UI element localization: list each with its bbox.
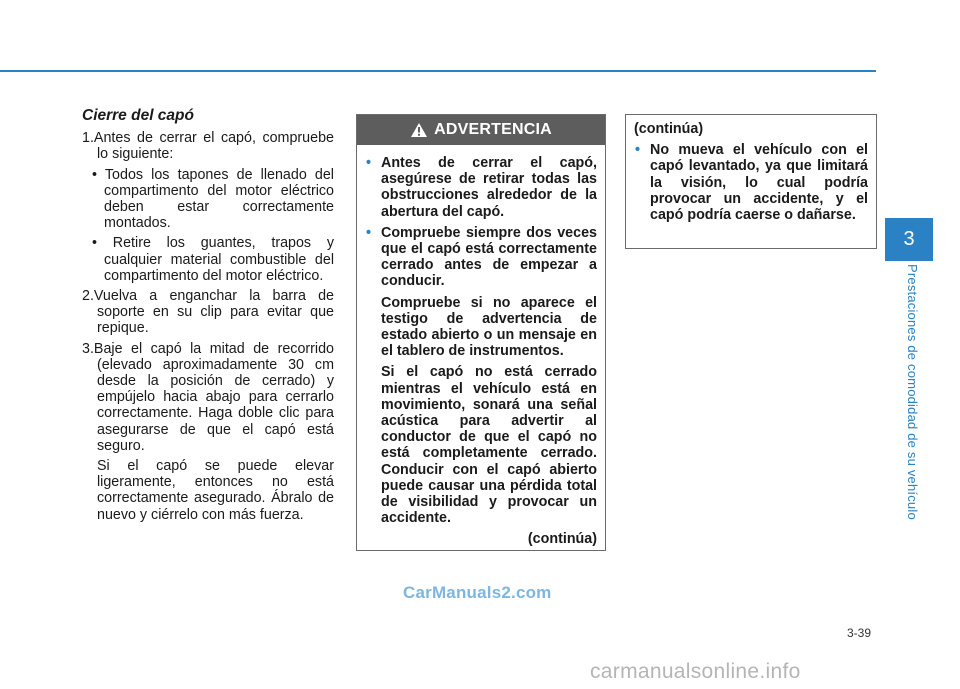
- warning-body: [357, 145, 605, 548]
- warning-item-text: Compruebe siempre dos veces que el capó está correctamente cerrado antes de empezar a conducir.: [381, 224, 597, 290]
- warning-triangle-icon: [410, 122, 428, 138]
- top-rule: [0, 70, 876, 72]
- chapter-title: Prestaciones de comodidad de su vehículo: [905, 264, 920, 520]
- warning-paragraph: Compruebe si no aparece el testigo de advertencia de estado abierto o un mensaje en el tablero de instrumentos.: [381, 294, 597, 360]
- bullet-item: • Retire los guantes, trapos y cualquier material combustible del compartimento del motor eléctrico.: [92, 235, 334, 284]
- continued-label: (continúa): [527, 531, 597, 548]
- step-1: 1.Antes de cerrar el capó, compruebe lo siguiente:: [82, 130, 334, 163]
- warning-header-label: ADVERTENCIA: [434, 121, 552, 138]
- watermark-text: carmanualsonline.info: [590, 660, 801, 683]
- page-number: 3-39: [847, 626, 872, 640]
- warning-item: [365, 155, 597, 220]
- continued-item-text: No mueva el vehículo con el capó levantado, ya que limitará la visión, lo cual podría provocar un accidente, y el capó podría caerse o dañarse.: [650, 142, 868, 224]
- instructions-column: [82, 108, 334, 523]
- step-2: 2.Vuelva a enganchar la barra de soporte en su clip para evitar que repique.: [82, 288, 334, 337]
- warning-paragraph: Si el capó no está cerrado mientras el vehículo está en movimiento, sonará una señal acústica para advertir al conductor de que el capó no está completamente cerrado. Conducir con el capó abierto puede causar una pérdida total de visibilidad y provocar un accidente.: [381, 364, 597, 527]
- continued-body: [626, 115, 876, 223]
- step-3: 3.Baje el capó la mitad de recorrido (elevado aproximadamente 30 cm desde la posición de cerrado) y empújelo hacia abajo para cerrarlo correctamente. Haga doble clic para asegurarse de que el capó está seguro.: [82, 340, 334, 454]
- bullet-item: • Todos los tapones de llenado del compartimento del motor eléctrico deben estar correctamente montados.: [92, 166, 334, 232]
- warning-box: [356, 114, 606, 551]
- bullet-dot: •: [635, 142, 641, 159]
- bullet-dot: •: [366, 155, 372, 171]
- continued-item: [634, 142, 868, 223]
- warning-header: [357, 115, 605, 145]
- warning-item-text: Antes de cerrar el capó, asegúrese de retirar todas las obstrucciones alrededor de la abertura del capó.: [381, 155, 597, 220]
- chapter-number-tab: 3: [885, 218, 933, 261]
- watermark-link[interactable]: CarManuals2.com: [403, 583, 552, 602]
- step-3-note: Si el capó se puede elevar ligeramente, entonces no está correctamente asegurado. Ábralo de nuevo y ciérrelo con más fuerza.: [97, 458, 334, 523]
- continued-box: [625, 114, 877, 249]
- warning-item: [365, 225, 597, 290]
- bullet-dot: •: [366, 224, 372, 241]
- continued-head: (continúa): [634, 121, 704, 137]
- section-title: Cierre del capó: [82, 107, 194, 124]
